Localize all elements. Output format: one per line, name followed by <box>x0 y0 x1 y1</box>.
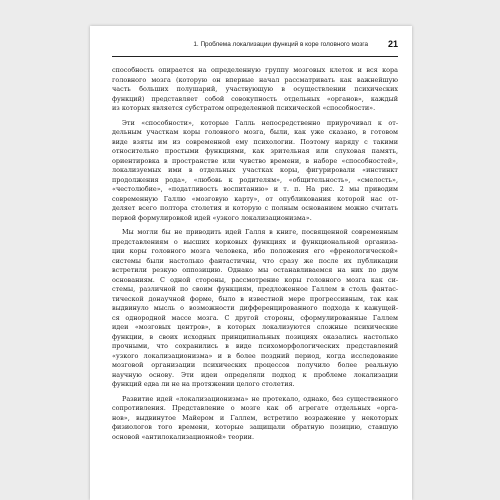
text-line: ся однородной массе мозга. С другой стороны, сформулированные Галлем <box>112 313 398 322</box>
text-line: Развитие идей «локализационизма» не протекало, однако, без существенного <box>122 394 398 403</box>
page-number: 21 <box>387 39 398 49</box>
body-text <box>112 66 398 447</box>
text-line: функции, в своих исходных принципиальных позициях оказались настолько <box>112 332 398 341</box>
text-line: первой формулировкой идей «узкого локализационизма». <box>112 213 312 222</box>
paragraph <box>112 228 398 390</box>
text-line: научную основу. Эти идеи определяли подход к проблеме локализации <box>112 370 398 379</box>
text-line: из которых является субстратом определенной психической «способности». <box>112 104 376 112</box>
text-line: «узкого локализационизма» и в более поздний период, когда исследование <box>112 351 398 360</box>
text-line: Эти «способности», которые Галль непосредственно приурочивал к от- <box>122 118 398 127</box>
paragraph <box>112 119 398 224</box>
text-line: современную Галлю «мозговую карту», от опубликования которой нас от- <box>112 194 398 203</box>
running-header <box>112 40 398 57</box>
text-line: встретили резкую оппозицию. Однако мы останавливаемся на них по двум <box>112 266 398 274</box>
text-line: способность опирается на определенную группу мозговых клеток и вся кора <box>112 66 398 74</box>
text-line: представлениям о высших корковых функциях и функциональной организа- <box>112 237 398 246</box>
text-line: часть больших полушарий, участвующую в осуществлении психических <box>112 85 398 93</box>
text-line: головного мозга (которую он впервые начал рассматривать как важнейшую <box>112 75 398 84</box>
text-line: локализуемых ими в отдельных участках коры, фигурировали «инстинкт <box>112 166 398 174</box>
text-line: функций) представляет собой совокупность отдельных «органов», каждый <box>112 94 398 103</box>
text-line: стемы, различной по своим функциям, предложенное Галлем в столь фантас- <box>112 285 398 293</box>
text-line: прочными, что сохранились в виде психоморфологических представлений <box>112 342 398 350</box>
chapter-title: 1. Проблема локализации функций в коре головного мозга <box>193 41 368 48</box>
text-line: нов», выдвинутое Майером и Галлем, встретило возражение у некоторых <box>112 413 398 422</box>
text-line: основаниям. С одной стороны, рассмотрение коры головного мозга как си- <box>112 275 398 284</box>
text-line: системы были настолько фантастичны, что сразу же после их публикации <box>112 256 398 265</box>
text-line: дельным участкам коры головного мозга, были, как уже сказано, в готовом <box>112 128 398 136</box>
text-line: выдвинуло мысль о возможности дифференцированного подхода к кажущей- <box>112 304 398 312</box>
paragraph <box>112 66 398 114</box>
text-line: Мы могли бы не приводить идей Галля в книге, посвященной современным <box>122 228 398 236</box>
text-line: тической донаучной форме, было в известной мере прогрессивным, так как <box>112 294 398 303</box>
book-page <box>90 26 412 500</box>
text-line: виде взяты им из современной ему психологии. Поэтому наряду с такими <box>112 137 398 146</box>
paragraph <box>112 395 398 443</box>
text-line: идеи «мозговых центров», в которых локализуются сложные психические <box>112 323 398 331</box>
text-line: физиологов того времени, которые защищали обратную позицию, ставшую <box>112 423 398 431</box>
text-line: сопротивления. Представление о мозге как об агрегате отдельных «орга- <box>112 404 398 412</box>
text-line: относительно простыми функциями, как зрительная или слуховая память, <box>112 147 398 155</box>
text-line: мозговой организации психических процессов получило более реальную <box>112 361 398 369</box>
text-line: основой «антилокализационной» теории. <box>112 432 254 441</box>
text-line: ции коры головного мозга человека, ибо положения его «френологической» <box>112 247 398 255</box>
text-line: функций едва ли не на протяжении целого столетия. <box>112 380 295 388</box>
text-line: «честолюбие», «податливость воспитанию» и т. п. На рис. 2 мы приводим <box>112 185 398 193</box>
text-line: деляет всего полтора столетия и которую с полным основанием можно считать <box>112 204 398 212</box>
text-line: продолжения рода», «любовь к родителям», «общительность», «смелость», <box>112 175 398 184</box>
text-line: ориентировка в пространстве или чувство времени, в наборе «способностей», <box>112 156 398 165</box>
